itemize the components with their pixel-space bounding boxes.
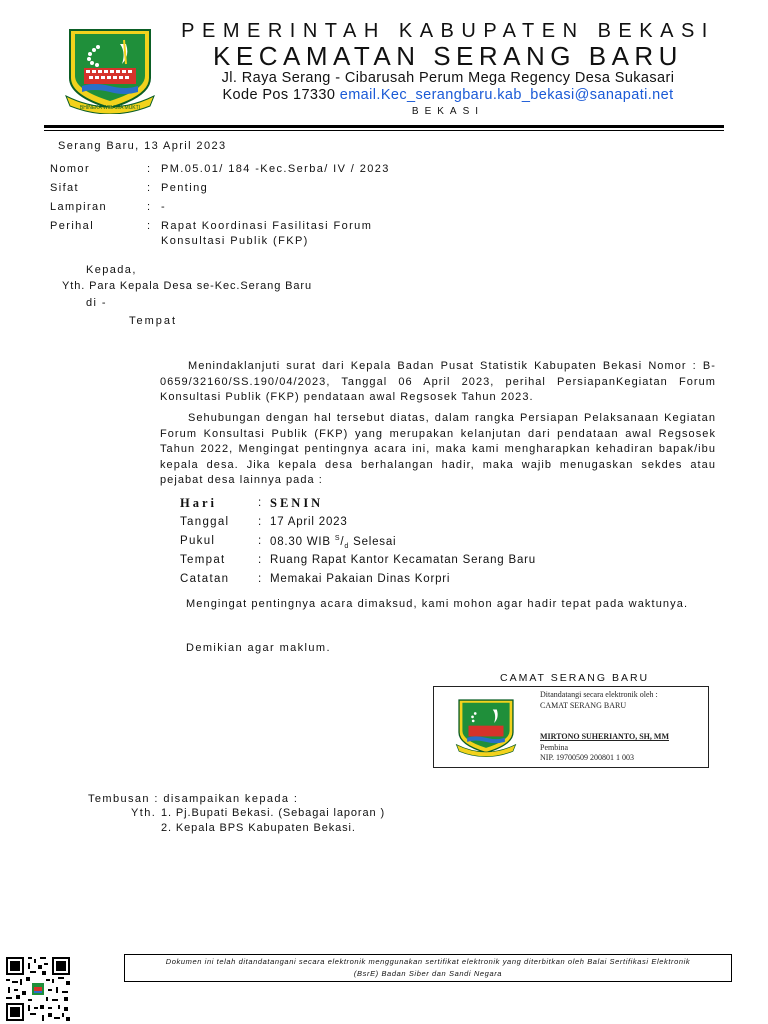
signature-emblem-logo [455, 692, 517, 762]
cc-item-2: 2. Kepala BPS Kabupaten Bekasi. [161, 822, 356, 834]
signature-nip: NIP. 19700509 200801 1 003 [540, 753, 635, 762]
tempat-label: Tempat [180, 554, 226, 566]
cc-yth: Yth. [131, 807, 157, 819]
signature-title: CAMAT SERANG BARU [500, 672, 650, 684]
pukul-time: 08.30 WIB [270, 535, 331, 548]
letterhead-city: BEKASI [411, 106, 485, 117]
letterhead-district-name: KECAMATAN SERANG BARU [213, 41, 683, 71]
perihal-colon: : [147, 220, 152, 232]
signature-signed-by: Ditandatangi secara elektronik oleh : [540, 690, 658, 699]
tempat-value: Ruang Rapat Kantor Kecamatan Serang Baru [270, 554, 536, 566]
catatan-value: Memakai Pakaian Dinas Korpri [270, 573, 451, 585]
pukul-colon: : [258, 535, 262, 547]
perihal-value-line2: Konsultasi Publik (FKP) [161, 235, 309, 247]
catatan-colon: : [258, 573, 262, 585]
bekasi-emblem-logo [64, 26, 156, 114]
tanggal-label: Tanggal [180, 516, 230, 528]
sifat-value: Penting [161, 182, 209, 194]
letterhead-divider-thin [44, 130, 724, 131]
tanggal-value: 17 April 2023 [270, 516, 348, 528]
addressee-yth: Yth. Para Kepala Desa se-Kec.Serang Baru [62, 280, 313, 292]
body-paragraph-2-text: Sehubungan dengan hal tersebut diatas, dalam rangka Persiapan Pelaksanaan Kegiatan Forum Konsultasi Publik (FKP) yang merupakan kelanjutan dari pendataan awal Regsosek Tahun 2022, Mengingat pentingnya acara ini, maka kami mengharapkan kehadiran bapak/ibu kepala desa. Jika kepala desa berhalangan hadir, maka wajib menugaskan sekdes atau pejabat desa lainnya pada : [160, 412, 716, 486]
hari-label: Hari [180, 496, 217, 510]
cc-label: Tembusan : disampaikan kepada : [88, 793, 299, 805]
signature-rank: Pembina [540, 743, 568, 752]
pukul-label: Pukul [180, 535, 216, 547]
addressee-di: di - [86, 297, 107, 309]
body-paragraph-2 [160, 411, 716, 489]
lampiran-colon: : [147, 201, 152, 213]
nomor-colon: : [147, 163, 152, 175]
pukul-sub: d [344, 543, 350, 551]
cc-item-1: 1. Pj.Bupati Bekasi. (Sebagai laporan ) [161, 807, 386, 819]
pukul-sup: S [334, 535, 341, 542]
svg-text:BHINEKA WIBAWA MUKTI: BHINEKA WIBAWA MUKTI [79, 105, 141, 111]
place-date: Serang Baru, 13 April 2023 [58, 140, 227, 152]
addressee-kepada: Kepada, [86, 264, 137, 276]
letterhead-address: Jl. Raya Serang - Cibarusah Perum Mega Regency Desa Sukasari [221, 70, 675, 86]
lampiran-label: Lampiran [50, 201, 108, 213]
hari-value: SENIN [270, 496, 324, 510]
addressee-tempat: Tempat [129, 315, 178, 327]
sifat-colon: : [147, 182, 152, 194]
body-paragraph-1 [160, 359, 716, 406]
perihal-label: Perihal [50, 220, 95, 232]
signature-signer-title: CAMAT SERANG BARU [540, 701, 627, 710]
catatan-label: Catatan [180, 573, 230, 585]
body-paragraph-1-text: Menindaklanjuti surat dari Kepala Badan Pusat Statistik Kabupaten Bekasi Nomor : B-0659/32160/SS.190/04/2023, Tanggal 06 April 2023, perihal PersiapanKegiatan Forum Konsultasi Publik (FKP) pendataan awal Regsosek Tahun 2023. [160, 360, 716, 403]
letterhead-divider-thick [44, 125, 724, 128]
hari-colon: : [258, 497, 262, 509]
letterhead-email-link[interactable]: email.Kec_serangbaru.kab_bekasi@sanapati.net [339, 87, 674, 103]
pukul-value [270, 535, 396, 550]
letterhead-government-name: PEMERINTAH KABUPATEN BEKASI [181, 20, 715, 42]
signature-name: MIRTONO SUHERIANTO, SH, MM [540, 732, 669, 741]
pukul-end: Selesai [353, 535, 397, 548]
sifat-label: Sifat [50, 182, 80, 194]
body-paragraph-3: Mengingat pentingnya acara dimaksud, kami mohon agar hadir tepat pada waktunya. [186, 598, 689, 610]
lampiran-value: - [161, 201, 167, 213]
footer-notice-line2: (BsrE) Badan Siber dan Sandi Negara [353, 969, 503, 978]
tanggal-colon: : [258, 516, 262, 528]
tempat-colon: : [258, 554, 262, 566]
body-paragraph-4: Demikian agar maklum. [186, 642, 331, 654]
nomor-value: PM.05.01/ 184 -Kec.Serba/ IV / 2023 [161, 163, 390, 175]
footer-notice-line1: Dokumen ini telah ditandatangani secara elektronik menggunakan sertifikat elektronik yang diterbitkan oleh Balai Sertifikasi Elektronik [165, 957, 691, 966]
letterhead-postal-code: Kode Pos 17330 [222, 87, 336, 103]
nomor-label: Nomor [50, 163, 91, 175]
perihal-value-line1: Rapat Koordinasi Fasilitasi Forum [161, 220, 373, 232]
letterhead-contact [160, 87, 736, 103]
qr-code [4, 955, 72, 1023]
pukul-slash: / [340, 535, 345, 548]
